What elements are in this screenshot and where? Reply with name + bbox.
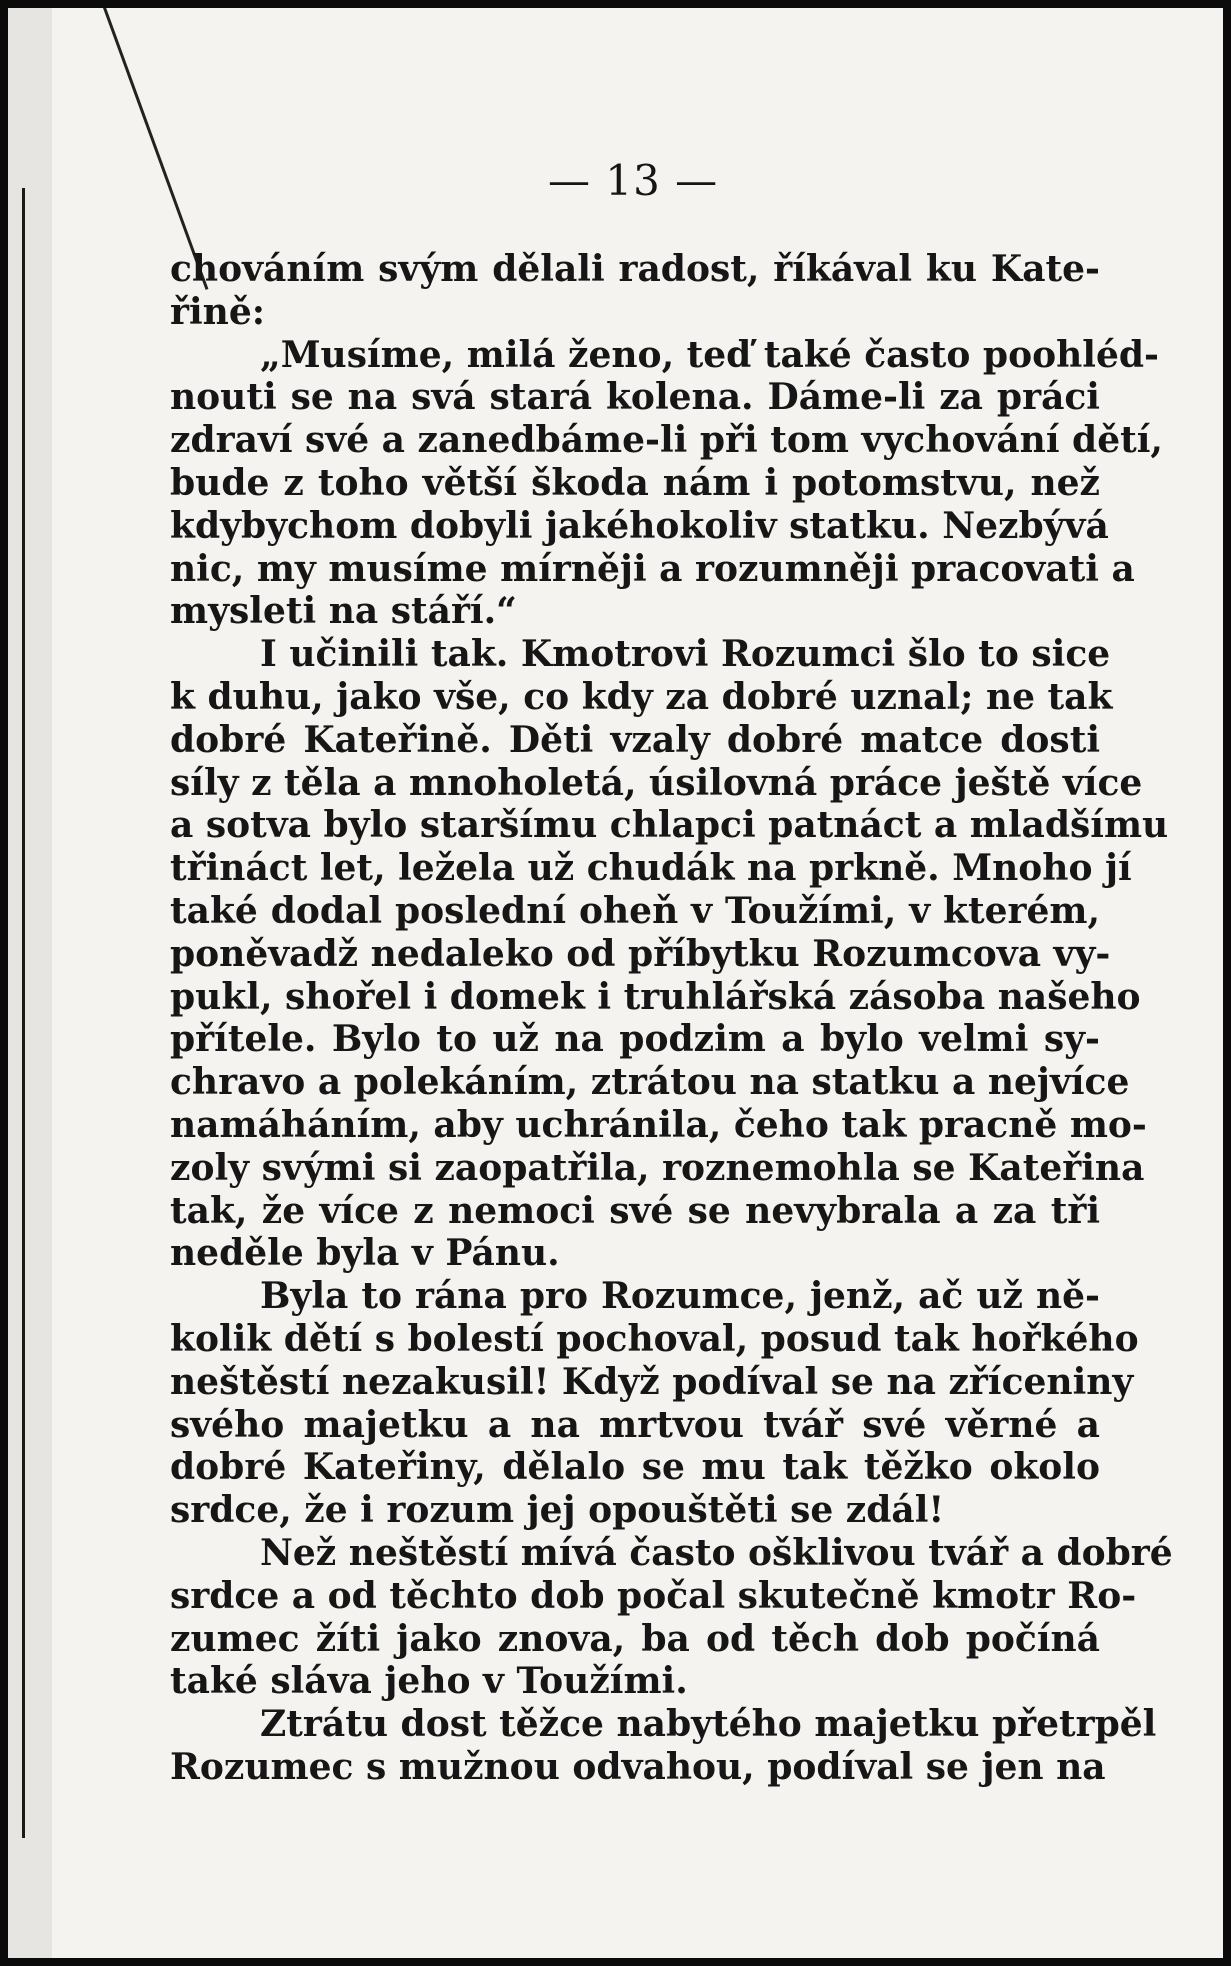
text-line: zdraví své a zanedbáme-li při tom vychování dětí, xyxy=(170,419,1163,462)
text-line: pukl, shořel i domek i truhlářská zásoba našeho xyxy=(170,975,1141,1018)
text-line: dobré Kateřině. Děti vzaly dobré matce dosti xyxy=(170,718,1100,761)
text-line: dobré Kateřiny, dělalo se mu tak těžko okolo xyxy=(170,1446,1100,1489)
text-line: tak, že více z nemoci své se nevybrala a za tři xyxy=(170,1189,1100,1232)
page-number: — 13 — xyxy=(548,156,719,205)
text-line: chováním svým dělali radost, říkával ku Kate- xyxy=(170,248,1100,290)
text-line: chravo a polekáním, ztrátou na statku a nejvíce xyxy=(170,1061,1130,1104)
text-line: třináct let, ležela už chudák na prkně. Mnoho jí xyxy=(170,847,1132,890)
text-line: také dodal poslední oheň v Toužími, v kterém, xyxy=(170,889,1100,932)
text-line: k duhu, jako vše, co kdy za dobré uznal; ne tak xyxy=(170,675,1113,718)
page-left-margin xyxy=(8,8,52,1958)
text-line: síly z těla a mnoholetá, úsilovná práce ještě více xyxy=(170,761,1143,804)
text-line: Byla to rána pro Rozumce, jenž, ač už ně- xyxy=(260,1275,1100,1318)
text-line: nouti se na svá stará kolena. Dáme-li za práci xyxy=(170,376,1100,419)
text-line: poněvadž nedaleko od příbytku Rozumcova vy- xyxy=(170,932,1111,975)
text-line: přítele. Bylo to už na podzim a bylo velmi sy- xyxy=(170,1018,1100,1061)
text-line: bude z toho větší škoda nám i potomstvu, než xyxy=(170,461,1100,504)
text-line: namáháním, aby uchránila, čeho tak pracně mo- xyxy=(170,1103,1147,1146)
text-line: Než neštěstí mívá často ošklivou tvář a dobré xyxy=(260,1531,1173,1574)
text-line: „Musíme, milá ženo, teď také často poohléd- xyxy=(260,333,1159,376)
text-line: svého majetku a na mrtvou tvář své věrné a xyxy=(170,1403,1100,1446)
book-page xyxy=(8,8,1223,1958)
text-line: zoly svými si zaopatřila, roznemohla se Kateřina xyxy=(170,1146,1145,1189)
text-line: mysleti na stáří.“ xyxy=(170,590,517,633)
text-line: srdce, že i rozum jej opouštěti se zdál! xyxy=(170,1489,945,1532)
text-line: kolik dětí s bolestí pochoval, posud tak hořkého xyxy=(170,1317,1139,1360)
text-line: srdce a od těchto dob počal skutečně kmotr Ro- xyxy=(170,1574,1137,1617)
text-line: nic, my musíme mírněji a rozumněji pracovati a xyxy=(170,547,1135,590)
text-line: řině: xyxy=(170,290,266,333)
text-line: kdybychom dobyli jakéhokoliv statku. Nezbývá xyxy=(170,504,1109,547)
text-line: také sláva jeho v Toužími. xyxy=(170,1660,688,1703)
text-line: neděle byla v Pánu. xyxy=(170,1232,560,1275)
text-line: Ztrátu dost těžce nabytého majetku přetrpěl xyxy=(260,1703,1157,1746)
body-text xyxy=(170,248,1173,1789)
text-line: Rozumec s mužnou odvahou, podíval se jen na xyxy=(170,1745,1106,1788)
text-line: I učinili tak. Kmotrovi Rozumci šlo to sice xyxy=(260,633,1111,676)
binding-line xyxy=(22,188,25,1838)
text-line: zumec žíti jako znova, ba od těch dob počíná xyxy=(170,1617,1100,1660)
text-line: neštěstí nezakusil! Když podíval se na zříceniny xyxy=(170,1360,1134,1403)
text-line: a sotva bylo staršímu chlapci patnáct a mladšímu xyxy=(170,804,1169,847)
